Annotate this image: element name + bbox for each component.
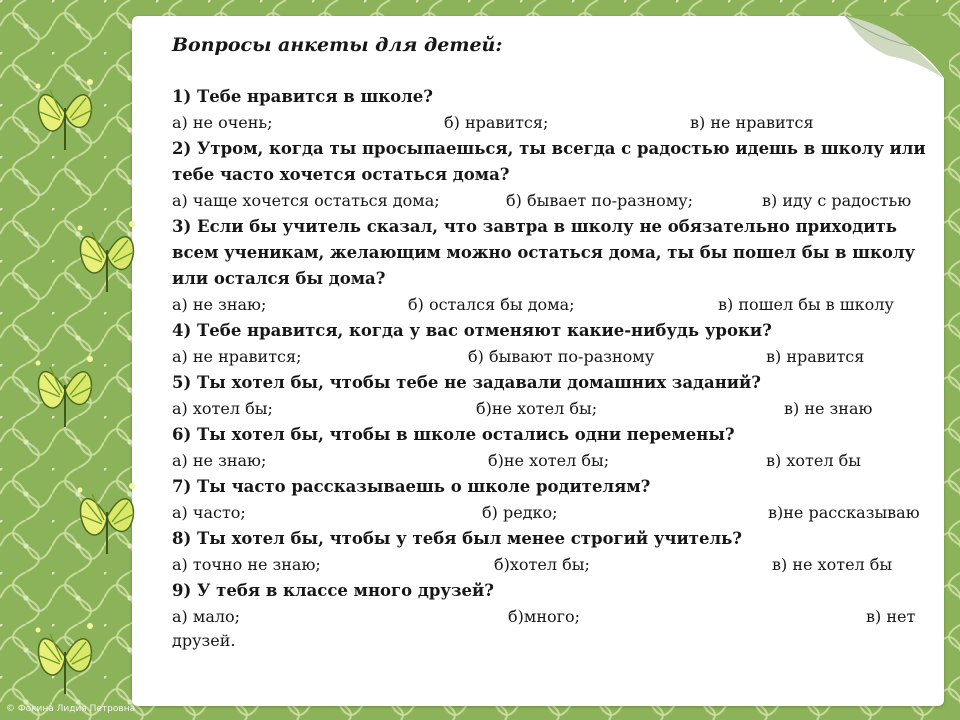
question-text: 4) Тебе нравится, когда у вас отменяют какие-нибудь уроки? [172, 321, 772, 340]
answer-c: в) нравится [766, 347, 865, 366]
answer-c: в) хотел бы [766, 451, 861, 470]
question-text: 2) Утром, когда ты просыпаешься, ты всегда с радостью идешь в школу или тебе часто хочется остаться дома? [172, 139, 926, 184]
answer-b: б) бывают по-разному [468, 347, 655, 366]
butterfly-icon [72, 472, 142, 562]
answer-c-text: в) нет [866, 607, 916, 626]
answer-c: в)не рассказываю [768, 503, 920, 522]
answer-a: а) не знаю; [172, 451, 267, 470]
answer-a: а) чаще хочется остаться дома; [172, 191, 440, 210]
answer-options [172, 448, 942, 474]
answer-c [866, 604, 915, 630]
answer-options [172, 188, 942, 214]
question-6 [172, 422, 942, 474]
question-3 [172, 214, 942, 318]
butterfly-icon [72, 210, 142, 300]
question-text: 1) Тебе нравится в школе? [172, 87, 433, 106]
answer-a: а) хотел бы; [172, 399, 273, 418]
answer-options [172, 396, 942, 422]
answer-a: а) не очень; [172, 113, 273, 132]
butterfly-icon [30, 68, 100, 158]
page-title: Вопросы анкеты для детей: [172, 34, 503, 56]
answer-b: б)не хотел бы; [488, 451, 610, 470]
question-text: 8) Ты хотел бы, чтобы у тебя был менее строгий учитель? [172, 529, 742, 548]
answer-a: а) не знаю; [172, 295, 267, 314]
butterfly-icon [30, 612, 100, 702]
question-text: 3) Если бы учитель сказал, что завтра в школу не обязательно приходить всем ученикам, желающим можно остаться дома, ты бы пошел бы в школу или остался бы дома? [172, 217, 916, 288]
questionnaire [172, 34, 942, 654]
answer-b: б)не хотел бы; [476, 399, 598, 418]
question-text: 7) Ты часто рассказываешь о школе родителям? [172, 477, 651, 496]
answer-a: а) точно не знаю; [172, 555, 321, 574]
question-1 [172, 84, 942, 136]
answer-options [172, 110, 942, 136]
answer-b: б) нравится; [444, 113, 549, 132]
answer-options [172, 292, 942, 318]
answer-options [172, 552, 942, 578]
author-credit: © Фокина Лидия Петровна [6, 704, 136, 714]
answer-options [172, 500, 942, 526]
question-text: 6) Ты хотел бы, чтобы в школе остались одни перемены? [172, 425, 735, 444]
butterfly-icon [30, 345, 100, 435]
answer-a: а) часто; [172, 503, 246, 522]
answer-b: б) бывает по-разному; [506, 191, 694, 210]
question-7 [172, 474, 942, 526]
answer-c: в) пошел бы в школу [718, 295, 894, 314]
answer-options [172, 604, 942, 654]
question-2 [172, 136, 942, 214]
question-5 [172, 370, 942, 422]
question-9 [172, 578, 942, 654]
question-4 [172, 318, 942, 370]
question-text: 5) Ты хотел бы, чтобы тебе не задавали домашних заданий? [172, 373, 761, 392]
answer-b: б) остался бы дома; [408, 295, 575, 314]
answer-b: б) редко; [482, 503, 558, 522]
answer-a: а) не нравится; [172, 347, 302, 366]
question-8 [172, 526, 942, 578]
answer-b: б)хотел бы; [494, 555, 590, 574]
answer-c: в) иду с радостью [762, 191, 912, 210]
answer-a: а) мало; [172, 607, 241, 626]
answer-options [172, 344, 942, 370]
answer-b: б)много; [508, 607, 581, 626]
answer-c: в) не знаю [784, 399, 873, 418]
question-text: 9) У тебя в классе много друзей? [172, 581, 494, 600]
answer-c: в) не нравится [690, 113, 814, 132]
answer-c: в) не хотел бы [772, 555, 893, 574]
answer-c-continuation: друзей. [172, 631, 236, 650]
